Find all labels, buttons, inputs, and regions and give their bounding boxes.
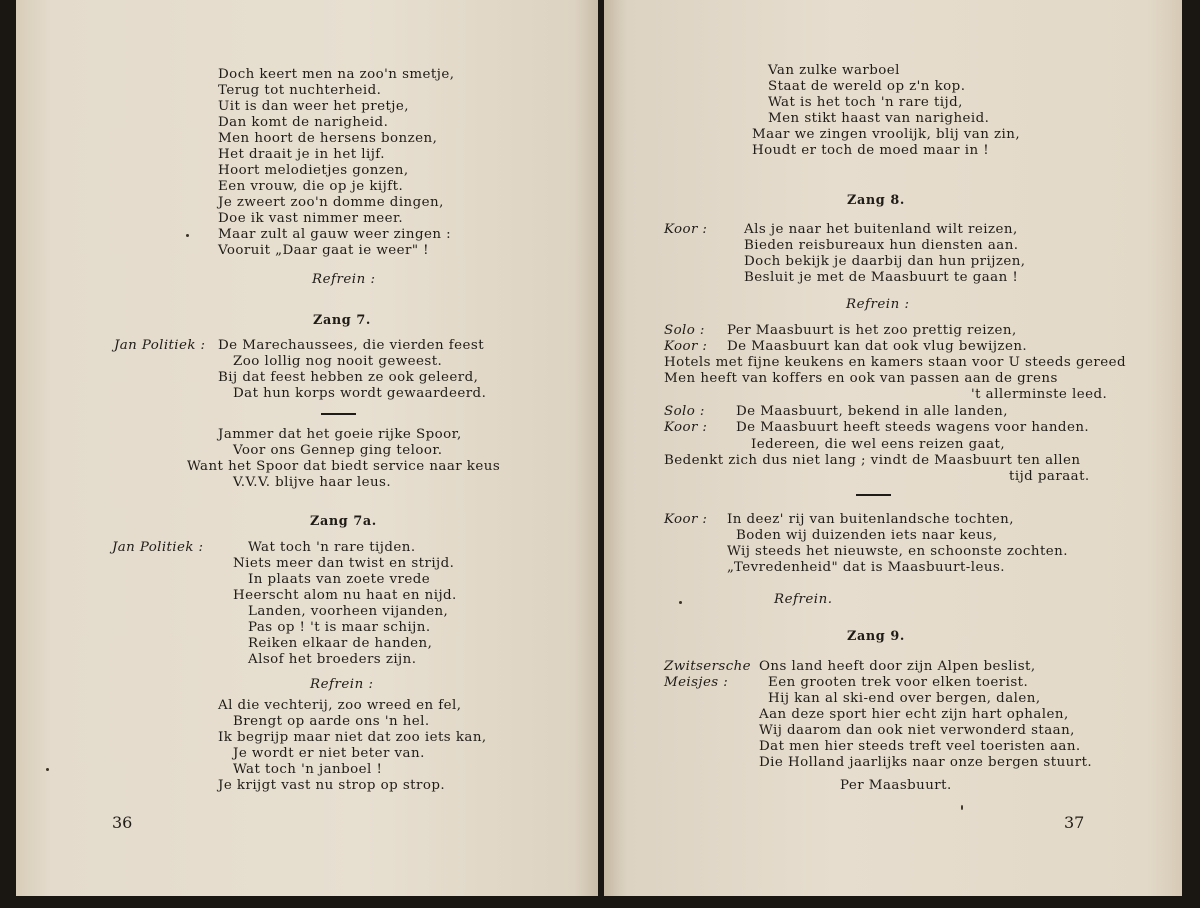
verse-line: Jammer dat het goeie rijke Spoor, — [218, 427, 462, 442]
verse-line: Heerscht alom nu haat en nijd. — [233, 588, 457, 603]
divider — [856, 494, 891, 496]
verse-line: De Maasbuurt kan dat ook vlug bewijzen. — [727, 339, 1028, 354]
verse-line: Landen, voorheen vijanden, — [248, 604, 449, 619]
verse-line: Alsof het broeders zijn. — [248, 652, 417, 667]
verse-line: Dan komt de narigheid. — [218, 115, 389, 130]
verse-line: Een grooten trek voor elken toerist. — [768, 675, 1029, 690]
verse-line: Al die vechterij, zoo wreed en fel, — [218, 698, 462, 713]
refrain-marker: Refrein : — [312, 272, 376, 287]
verse-line: Maar we zingen vroolijk, blij van zin, — [752, 127, 1021, 142]
verse-line: Niets meer dan twist en strijd. — [233, 556, 455, 571]
verse-line: Want het Spoor dat biedt service naar keus — [187, 459, 501, 474]
verse-line: Het draait je in het lijf. — [218, 147, 385, 162]
verse-line: Wat is het toch 'n rare tijd, — [768, 95, 963, 110]
verse-line: Je zweert zoo'n domme dingen, — [218, 195, 444, 210]
closing-line: Per Maasbuurt. — [840, 778, 952, 793]
verse-line: Voor ons Gennep ging teloor. — [233, 443, 443, 458]
song-heading: Zang 7a. — [310, 514, 377, 529]
verse-line: Je krijgt vast nu strop op strop. — [218, 778, 446, 793]
verse-line: Ik begrijp maar niet dat zoo iets kan, — [218, 730, 487, 745]
ink-speck — [186, 234, 189, 237]
verse-line: Bieden reisbureaux hun diensten aan. — [744, 238, 1019, 253]
song-heading: Zang 8. — [847, 193, 905, 208]
verse-line: Terug tot nuchterheid. — [218, 83, 382, 98]
ink-speck — [679, 601, 682, 604]
verse-line: Wat toch 'n janboel ! — [233, 762, 383, 777]
speaker-label: Jan Politiek : — [112, 540, 204, 555]
speaker-label: Koor : — [664, 420, 708, 435]
left-page — [16, 0, 598, 896]
speaker-label: Meisjes : — [664, 675, 729, 690]
verse-line: Hotels met fijne keukens en kamers staan voor U steeds gereed — [664, 355, 1126, 370]
verse-line: Vooruit „Daar gaat ie weer" ! — [218, 243, 430, 258]
verse-line: Pas op ! 't is maar schijn. — [248, 620, 431, 635]
page-number: 37 — [1064, 813, 1085, 832]
divider — [321, 413, 356, 415]
verse-line: Houdt er toch de moed maar in ! — [752, 143, 990, 158]
verse-line: Doch keert men na zoo'n smetje, — [218, 67, 455, 82]
verse-line: Als je naar het buitenland wilt reizen, — [744, 222, 1018, 237]
verse-line: Staat de wereld op z'n kop. — [768, 79, 966, 94]
song-heading: Zang 9. — [847, 629, 905, 644]
verse-line: Die Holland jaarlijks naar onze bergen stuurt. — [759, 755, 1093, 770]
verse-line: Men hoort de hersens bonzen, — [218, 131, 438, 146]
verse-line: Maar zult al gauw weer zingen : — [218, 227, 452, 242]
verse-line: Zoo lollig nog nooit geweest. — [233, 354, 443, 369]
verse-line: Bedenkt zich dus niet lang ; vindt de Maasbuurt ten allen — [664, 453, 1081, 468]
page-number: 36 — [112, 813, 133, 832]
verse-line: Aan deze sport hier echt zijn hart ophalen, — [759, 707, 1069, 722]
verse-line: Van zulke warboel — [768, 63, 900, 78]
verse-line: Iedereen, die wel eens reizen gaat, — [751, 437, 1006, 452]
verse-line: Brengt op aarde ons 'n hel. — [233, 714, 430, 729]
speaker-label: Jan Politiek : — [114, 338, 206, 353]
verse-line: Besluit je met de Maasbuurt te gaan ! — [744, 270, 1019, 285]
verse-line: Hoort melodietjes gonzen, — [218, 163, 409, 178]
speaker-label: Solo : — [664, 404, 705, 419]
speaker-label: Koor : — [664, 512, 708, 527]
refrain-marker: Refrein. — [774, 592, 833, 607]
right-page — [604, 0, 1182, 896]
verse-line: De Maasbuurt, bekend in alle landen, — [736, 404, 1008, 419]
verse-line: Boden wij duizenden iets naar keus, — [736, 528, 998, 543]
verse-line: tijd paraat. — [1009, 469, 1090, 484]
verse-line: Reiken elkaar de handen, — [248, 636, 433, 651]
verse-line: 't allerminste leed. — [971, 387, 1108, 402]
verse-line: Men stikt haast van narigheid. — [768, 111, 990, 126]
verse-line: De Maasbuurt heeft steeds wagens voor handen. — [736, 420, 1090, 435]
verse-line: Dat men hier steeds treft veel toeristen aan. — [759, 739, 1081, 754]
verse-line: Een vrouw, die op je kijft. — [218, 179, 404, 194]
speaker-label: Koor : — [664, 222, 708, 237]
verse-line: V.V.V. blijve haar leus. — [233, 475, 392, 490]
verse-line: In plaats van zoete vrede — [248, 572, 431, 587]
verse-line: Bij dat feest hebben ze ook geleerd, — [218, 370, 479, 385]
speaker-label: Zwitsersche — [664, 659, 751, 674]
verse-line: De Marechaussees, die vierden feest — [218, 338, 485, 353]
verse-line: Wat toch 'n rare tijden. — [248, 540, 416, 555]
song-heading: Zang 7. — [313, 313, 371, 328]
verse-line: Men heeft van koffers en ook van passen aan de grens — [664, 371, 1058, 386]
verse-line: Doe ik vast nimmer meer. — [218, 211, 404, 226]
verse-line: Per Maasbuurt is het zoo prettig reizen, — [727, 323, 1017, 338]
refrain-marker: Refrein : — [846, 297, 910, 312]
verse-line: Hij kan al ski-end over bergen, dalen, — [768, 691, 1041, 706]
verse-line: Uit is dan weer het pretje, — [218, 99, 409, 114]
speaker-label: Koor : — [664, 339, 708, 354]
verse-line: „Tevredenheid" dat is Maasbuurt-leus. — [727, 560, 1005, 575]
verse-line: Doch bekijk je daarbij dan hun prijzen, — [744, 254, 1026, 269]
verse-line: Je wordt er niet beter van. — [233, 746, 425, 761]
speaker-label: Solo : — [664, 323, 705, 338]
ink-speck — [961, 805, 963, 810]
verse-line: Wij daarom dan ook niet verwonderd staan, — [759, 723, 1075, 738]
verse-line: Ons land heeft door zijn Alpen beslist, — [759, 659, 1036, 674]
verse-line: In deez' rij van buitenlandsche tochten, — [727, 512, 1014, 527]
ink-speck — [46, 768, 49, 771]
refrain-marker: Refrein : — [310, 677, 374, 692]
verse-line: Wij steeds het nieuwste, en schoonste zochten. — [727, 544, 1068, 559]
verse-line: Dat hun korps wordt gewaardeerd. — [233, 386, 487, 401]
